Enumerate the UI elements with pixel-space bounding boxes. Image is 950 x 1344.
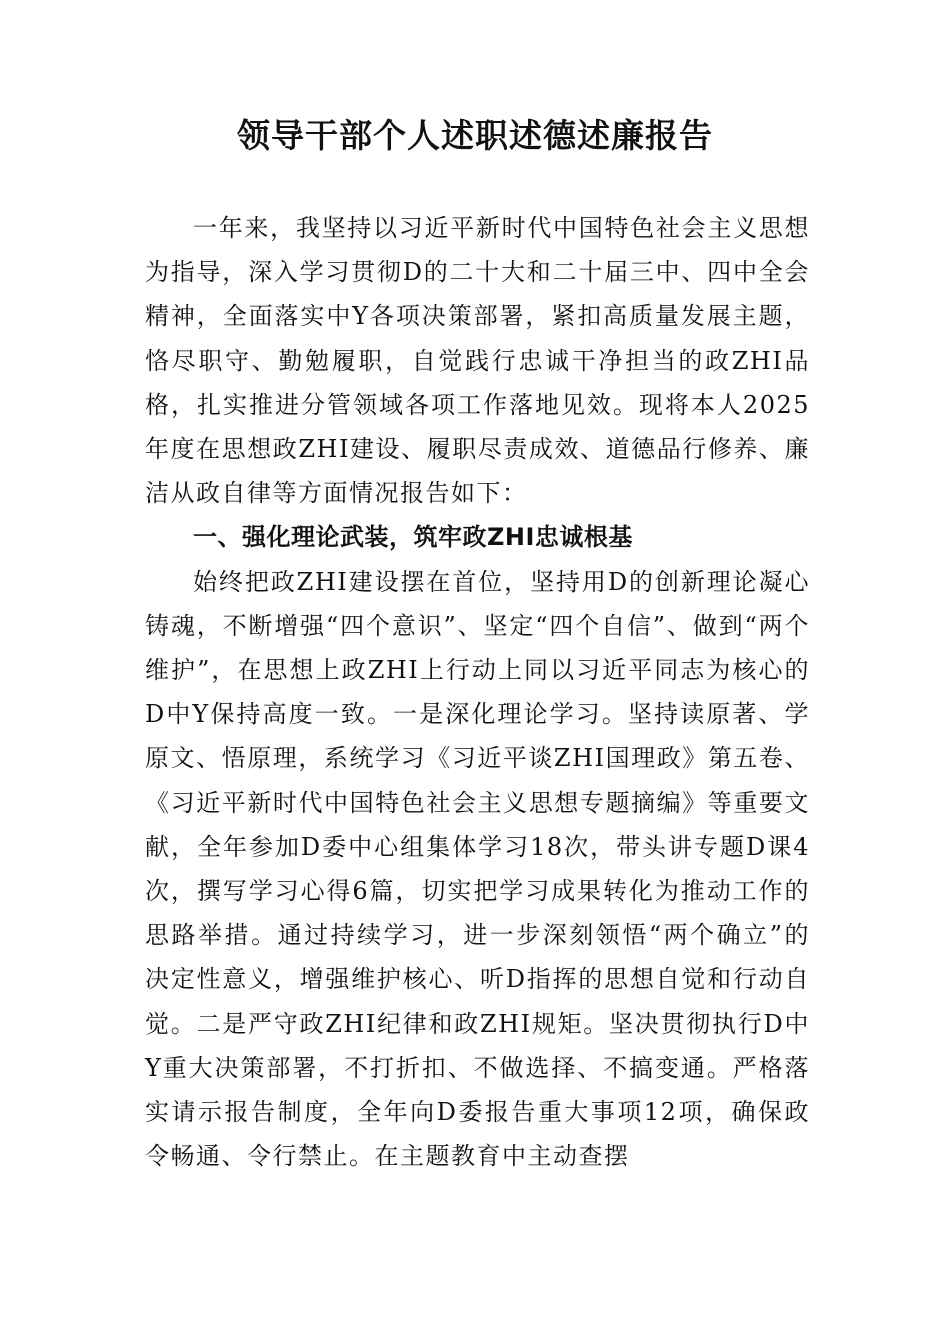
document-body — [145, 206, 810, 1178]
document-title: 领导干部个人述职述德述廉报告 — [237, 116, 713, 155]
section-1-paragraph: 始终把政ZHI建设摆在首位，坚持用D的创新理论凝心铸魂，不断增强“四个意识”、坚定“四个自信”、做到“两个维护”，在思想上政ZHI上行动上同以习近平同志为核心的D中Y保持高度一致。一是深化理论学习。坚持读原著、学原文、悟原理，系统学习《习近平谈ZHI国理政》第五卷、《习近平新时代中国特色社会主义思想专题摘编》等重要文献，全年参加D委中心组集体学习18次，带头讲专题D课4次，撰写学习心得6篇，切实把学习成果转化为推动工作的思路举措。通过持续学习，进一步深刻领悟“两个确立”的决定性意义，增强维护核心、听D指挥的思想自觉和行动自觉。二是严守政ZHI纪律和政ZHI规矩。坚决贯彻执行D中Y重大决策部署，不打折扣、不做选择、不搞变通。严格落实请示报告制度，全年向D委报告重大事项12项，确保政令畅通、令行禁止。在主题教育中主动查摆 — [145, 567, 810, 1171]
section-1-heading: 一、强化理论武装，筑牢政ZHI忠诚根基 — [193, 523, 633, 552]
intro-paragraph: 一年来，我坚持以习近平新时代中国特色社会主义思想为指导，深入学习贯彻D的二十大和二十届三中、四中全会精神，全面落实中Y各项决策部署，紧扣高质量发展主题，恪尽职守、勤勉履职，自觉践行忠诚干净担当的政ZHI品格，扎实推进分管领域各项工作落地见效。现将本人2025年度在思想政ZHI建设、履职尽责成效、道德品行修养、廉洁从政自律等方面情况报告如下： — [145, 214, 810, 508]
